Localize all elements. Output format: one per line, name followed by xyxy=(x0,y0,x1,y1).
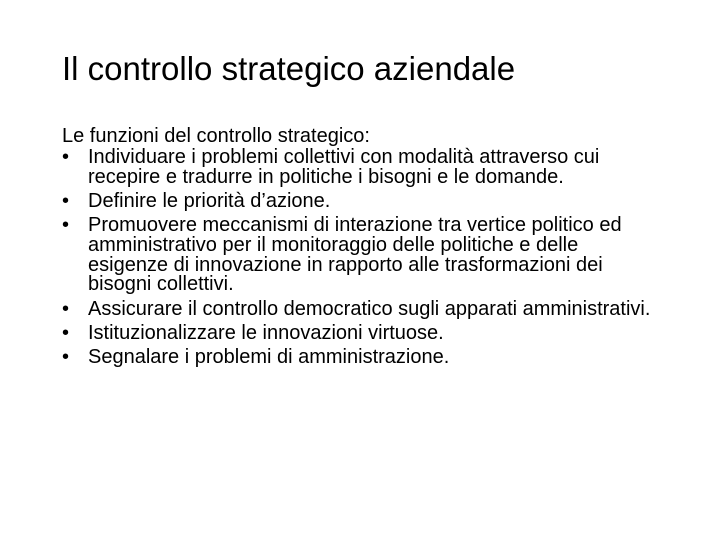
bullet-dot-icon: • xyxy=(62,146,70,168)
slide-title: Il controllo strategico aziendale xyxy=(62,50,516,87)
bullet-item xyxy=(62,148,662,187)
bullet-list xyxy=(62,148,662,373)
bullet-item xyxy=(62,324,662,344)
bullet-text: Segnalare i problemi di amministrazione. xyxy=(88,346,450,369)
bullet-item xyxy=(62,216,662,295)
bullet-dot-icon: • xyxy=(62,214,70,237)
bullet-item xyxy=(62,348,662,368)
bullet-item xyxy=(62,192,662,212)
bullet-text: Definire le priorità d’azione. xyxy=(88,190,331,212)
bullet-dot-icon: • xyxy=(62,346,70,369)
bullet-text: Assicurare il controllo democratico sugli apparati amministrativi. xyxy=(88,297,651,320)
bullet-dot-icon: • xyxy=(62,297,70,320)
bullet-dot-icon: • xyxy=(62,322,70,344)
bullet-text: Individuare i problemi collettivi con modalità attraverso cui recepire e tradurre in politiche i bisogni e le domande. xyxy=(88,146,600,188)
bullet-text: Promuovere meccanismi di interazione tra vertice politico ed amministrativo per il monitoraggio delle politiche e delle esigenze di innovazione in rapporto alle trasformazioni dei bisogni collettivi. xyxy=(88,214,622,296)
intro-text: Le funzioni del controllo strategico: xyxy=(62,125,370,147)
bullet-dot-icon: • xyxy=(62,190,70,212)
bullet-item xyxy=(62,297,662,320)
bullet-text: Istituzionalizzare le innovazioni virtuose. xyxy=(88,322,444,344)
